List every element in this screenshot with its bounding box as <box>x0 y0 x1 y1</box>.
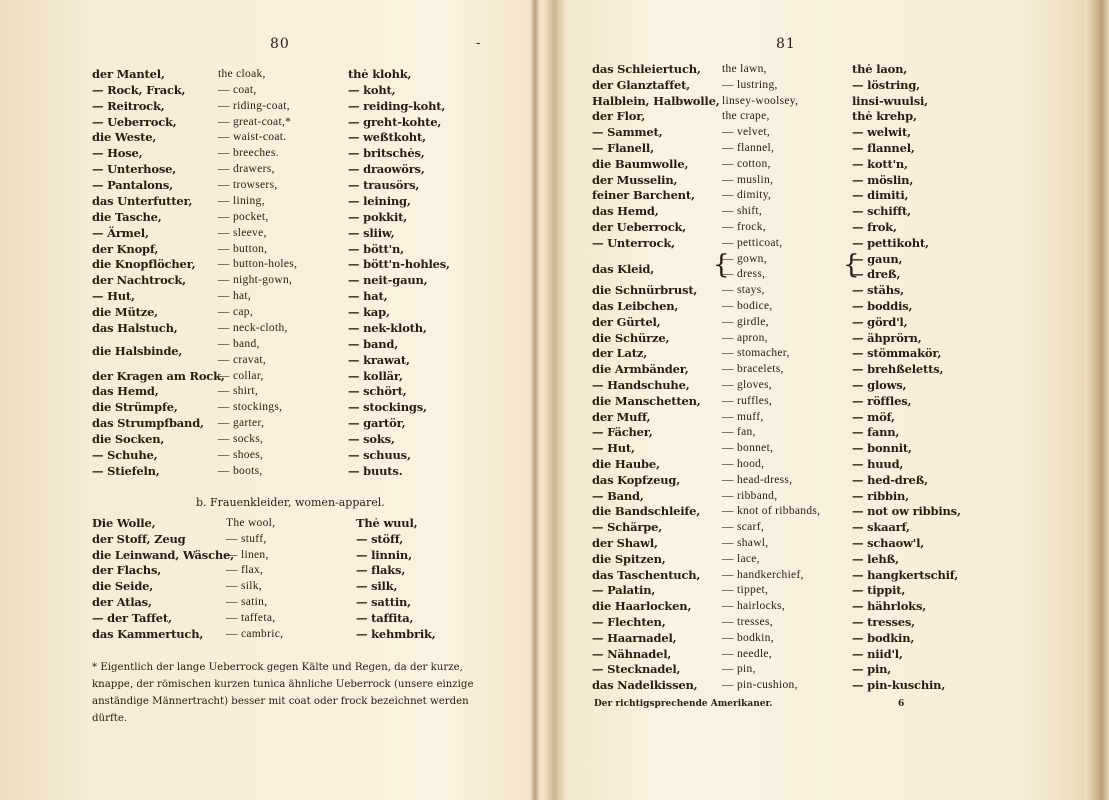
pronunciation: Thė wuul, <box>356 516 418 530</box>
pronunciation: — fann, <box>852 425 900 440</box>
english-term: — pocket, <box>218 210 269 223</box>
german-term: — Nähnadel, <box>592 646 672 661</box>
german-term: — Ueberrock, <box>92 114 177 129</box>
german-term: der Ueberrock, <box>592 220 687 234</box>
pronunciation: — tresses, <box>852 615 915 629</box>
german-term: die Strümpfe, <box>92 400 178 415</box>
english-term: — dimity, <box>722 189 772 202</box>
english-term: — handkerchief, <box>722 568 804 581</box>
english-term: — pin, <box>722 663 756 676</box>
german-term: — Stecknadel, <box>592 662 681 677</box>
pronunciation: — kott'n, <box>852 156 908 171</box>
german-term: die Haarlocken, <box>592 599 692 614</box>
pronunciation: — boddis, <box>852 299 913 313</box>
english-term: — drawers, <box>218 163 275 176</box>
pronunciation: — ähprörn, <box>852 330 922 345</box>
brace-right: { <box>843 250 860 280</box>
pronunciation: — nek-kloth, <box>348 320 427 335</box>
english-term: — gown, <box>722 252 767 265</box>
pronunciation: — taffita, <box>356 610 414 625</box>
german-term: — Haarnadel, <box>592 630 677 645</box>
pronunciation: — bodkin, <box>852 630 915 645</box>
pronunciation: — silk, <box>356 579 398 594</box>
german-term: Halblein, Halbwolle, <box>592 93 720 108</box>
german-term: das Schleiertuch, <box>592 62 701 76</box>
english-term: — dress, <box>722 268 766 281</box>
pronunciation: — greht-kohte, <box>348 114 442 129</box>
german-term: das Hemd, <box>592 204 659 219</box>
pronunciation: — weßtkoht, <box>348 130 426 145</box>
english-term: — ribband, <box>722 489 778 502</box>
english-term: — ruffles, <box>722 394 773 407</box>
english-term: — collar, <box>218 369 264 382</box>
english-term: — neck-cloth, <box>218 321 288 334</box>
english-term: — shawl, <box>722 537 769 549</box>
german-term: — Palatin, <box>592 583 656 598</box>
pronunciation: — draowörs, <box>348 162 425 177</box>
left-page-number: 80 <box>270 36 290 52</box>
german-term: der Nachtrock, <box>92 273 186 288</box>
german-term: — Hut, <box>92 289 135 304</box>
english-term: — satin, <box>226 596 268 608</box>
english-term: — gloves, <box>722 379 772 391</box>
german-term: das Nadelkissen, <box>592 678 698 693</box>
english-term: — lining, <box>218 194 265 207</box>
german-term: — Reitrock, <box>92 98 165 113</box>
pronunciation: thė laon, <box>852 62 908 76</box>
english-term: — bonnet, <box>722 442 774 455</box>
pronunciation: — sliiw, <box>348 225 395 240</box>
english-term: — tresses, <box>722 616 773 628</box>
english-term: — coat, <box>218 83 257 96</box>
pronunciation: — kehmbrik, <box>356 626 436 641</box>
pronunciation: — koht, <box>348 82 396 97</box>
section-b-heading: b. Frauenkleider, women-apparel. <box>196 496 385 509</box>
english-term: — knot of ribbands, <box>722 505 821 518</box>
german-term: der Stoff, Zeug <box>92 531 186 546</box>
pronunciation: — tippit, <box>852 583 906 598</box>
german-term: der Knopf, <box>92 241 159 256</box>
english-term: — cambric, <box>226 627 284 640</box>
german-term: das Hemd, <box>92 384 159 399</box>
pronunciation: — bonnit, <box>852 441 912 456</box>
english-term: — socks, <box>218 433 264 445</box>
german-term: Die Wolle, <box>92 516 156 530</box>
pronunciation: — linnin, <box>356 547 412 562</box>
english-term: — riding-coat, <box>218 99 290 112</box>
pronunciation: — brehßeletts, <box>852 362 944 377</box>
english-term: — bodice, <box>722 300 773 312</box>
german-term: der Flachs, <box>92 563 162 578</box>
english-term: — shirt, <box>218 385 259 398</box>
german-term: feiner Barchent, <box>592 188 695 203</box>
pronunciation: — huud, <box>852 457 904 471</box>
german-term: die Mütze, <box>92 305 158 320</box>
german-term: der Muff, <box>592 409 651 424</box>
english-term: — muslin, <box>722 173 774 186</box>
english-term: — cotton, <box>722 157 771 170</box>
pronunciation: — gartör, <box>348 416 406 431</box>
pronunciation: — bött'n-hohles, <box>348 257 450 272</box>
german-term: die Schürze, <box>592 330 670 345</box>
german-term: der Mantel, <box>92 67 165 81</box>
german-term: die Baumwolle, <box>592 156 689 171</box>
german-term: — Schuhe, <box>92 447 158 462</box>
german-term: die Socken, <box>92 432 165 446</box>
english-term: the cloak, <box>218 68 266 80</box>
english-term: — apron, <box>722 331 768 344</box>
pronunciation: linsi-wuulsi, <box>852 93 928 108</box>
english-term: — taffeta, <box>226 611 276 624</box>
german-term: der Gürtel, <box>592 314 661 329</box>
german-term: — Band, <box>592 488 644 503</box>
german-term: das Leibchen, <box>592 299 679 313</box>
footer-left: Der richtigsprechende Amerikaner. <box>594 699 773 709</box>
german-term: — Pantalons, <box>92 178 173 193</box>
english-term: the lawn, <box>722 63 767 75</box>
english-term: — linen, <box>226 548 269 561</box>
pronunciation: — pin-kuschin, <box>852 678 946 693</box>
german-term: die Manschetten, <box>592 393 701 408</box>
english-term: — head-dress, <box>722 473 793 486</box>
pronunciation: — britschės, <box>348 146 425 161</box>
english-term: the crape, <box>722 110 770 123</box>
pronunciation: — schifft, <box>852 204 911 219</box>
english-term: — scarf, <box>722 521 764 534</box>
pronunciation: — görd'l, <box>852 314 908 329</box>
pronunciation: — stömmakör, <box>852 346 942 361</box>
right-page-edge <box>1085 0 1109 800</box>
german-term: — der Taffet, <box>92 610 172 625</box>
english-term: — hat, <box>218 290 252 303</box>
german-term: der Atlas, <box>92 595 152 609</box>
pronunciation: — kollär, <box>348 368 403 383</box>
pronunciation: — stockings, <box>348 400 427 415</box>
pronunciation: — schaow'l, <box>852 536 925 550</box>
german-term: das Halstuch, <box>92 320 178 335</box>
pronunciation: — sattin, <box>356 595 411 609</box>
pronunciation: — lehß, <box>852 551 899 566</box>
pronunciation: — stähs, <box>852 283 904 298</box>
german-term: — Flechten, <box>592 615 666 629</box>
german-term: — Hut, <box>592 441 635 456</box>
pronunciation: — glows, <box>852 378 907 392</box>
pronunciation: — soks, <box>348 432 395 446</box>
pronunciation: thė krehp, <box>852 109 917 124</box>
german-term: — Fächer, <box>592 425 653 440</box>
english-term: — stuff, <box>226 532 267 545</box>
english-term: — trowsers, <box>218 179 278 192</box>
pronunciation: — ribbin, <box>852 488 909 503</box>
pronunciation: — stöff, <box>356 531 404 546</box>
pronunciation: — dimiti, <box>852 188 909 203</box>
german-term: die Bandschleife, <box>592 504 701 519</box>
german-term: — Unterrock, <box>592 235 675 250</box>
pronunciation: — pettikoht, <box>852 235 929 250</box>
pronunciation: — möf, <box>852 409 895 424</box>
german-term: der Kragen am Rock, <box>92 368 225 383</box>
english-term: — lace, <box>722 552 760 565</box>
german-term: die Spitzen, <box>592 551 666 566</box>
kleid-label: das Kleid, <box>592 262 655 276</box>
german-term: der Shawl, <box>592 536 658 550</box>
english-term: — hairlocks, <box>722 600 786 613</box>
english-term: — girdle, <box>722 315 769 328</box>
german-term: das Kopfzeug, <box>592 472 681 487</box>
pronunciation: — niid'l, <box>852 646 903 661</box>
german-term: — Handschuhe, <box>592 378 690 392</box>
english-term: — waist-coat. <box>218 131 287 144</box>
english-term: — fan, <box>722 426 756 439</box>
german-term: das Strumpfband, <box>92 416 204 431</box>
english-term: — shift, <box>722 205 763 218</box>
german-term: — Flanell, <box>592 141 654 155</box>
english-term: linsey-woolsey, <box>722 94 799 107</box>
halsbinde-label: die Halsbinde, <box>92 344 183 358</box>
english-term: — boots, <box>218 464 263 477</box>
pronunciation: — schört, <box>348 384 407 399</box>
english-term: — lustring, <box>722 78 778 91</box>
pronunciation: thė klohk, <box>348 67 412 81</box>
english-term: — needle, <box>722 647 772 660</box>
pronunciation: — hat, <box>348 289 388 304</box>
pronunciation: — löstring, <box>852 77 920 92</box>
english-term: — button, <box>218 242 268 255</box>
pronunciation: — kap, <box>348 305 390 320</box>
pronunciation: — flannel, <box>852 141 915 155</box>
german-term: — Stiefeln, <box>92 463 160 478</box>
english-term: — cravat, <box>218 353 267 366</box>
german-term: das Taschentuch, <box>592 567 701 582</box>
english-term: — button-holes, <box>218 258 298 271</box>
english-term: The wool, <box>226 517 276 529</box>
pronunciation: — band, <box>348 336 399 351</box>
english-term: — stomacher, <box>722 347 790 360</box>
pronunciation: — dreß, <box>852 267 901 282</box>
german-term: der Glanztaffet, <box>592 77 691 92</box>
pronunciation: — möslin, <box>852 172 914 187</box>
pronunciation: — leining, <box>348 193 411 208</box>
brace-left: { <box>713 250 730 280</box>
pronunciation: — skaarf, <box>852 520 910 535</box>
english-term: — night-gown, <box>218 274 293 287</box>
left-top-mark: - <box>476 36 481 51</box>
german-term: — Unterhose, <box>92 162 177 177</box>
pronunciation: — hangkertschif, <box>852 567 959 582</box>
english-term: — garter, <box>218 417 265 430</box>
pronunciation: — hährloks, <box>852 599 927 614</box>
pronunciation: — bött'n, <box>348 241 404 256</box>
english-term: — muff, <box>722 410 764 423</box>
german-term: das Unterfutter, <box>92 193 193 208</box>
book-gutter <box>530 0 540 800</box>
pronunciation: — krawat, <box>348 352 410 367</box>
pronunciation: — not ow ribbins, <box>852 504 961 519</box>
english-term: — bodkin, <box>722 631 774 644</box>
right-page <box>540 0 1085 800</box>
english-term: — flax, <box>226 564 264 577</box>
english-term: — frock, <box>722 221 766 233</box>
left-page <box>0 0 530 800</box>
german-term: — Rock, Frack, <box>92 82 186 97</box>
german-term: die Leinwand, Wäsche, <box>92 547 234 562</box>
pronunciation: — welwit, <box>852 125 911 140</box>
english-term: — pin-cushion, <box>722 679 798 692</box>
german-term: — Sammet, <box>592 125 663 140</box>
german-term: die Haube, <box>592 457 660 471</box>
pronunciation: — hed-dreß, <box>852 472 928 487</box>
footer-right: 6 <box>898 699 905 709</box>
pronunciation: — schuus, <box>348 447 411 462</box>
english-term: — petticoat, <box>722 236 783 249</box>
right-page-number: 81 <box>776 36 796 52</box>
german-term: die Armbänder, <box>592 362 689 377</box>
english-term: — stockings, <box>218 401 283 414</box>
footnote: * Eigentlich der lange Ueberrock gegen Kälte und Regen, da der kurze, knappe, der römischen kurzen tunica ähnliche Ueberrock (unsere einzige anständige Männertracht) besser mit coat oder frock bezeichnet werden dürfte. <box>92 662 474 724</box>
german-term: — Hose, <box>92 146 143 161</box>
pronunciation: — reiding-koht, <box>348 98 446 113</box>
english-term: — bracelets, <box>722 363 784 376</box>
english-term: — cap, <box>218 306 254 319</box>
pronunciation: — neit-gaun, <box>348 273 428 288</box>
english-term: — sleeve, <box>218 226 267 239</box>
pronunciation: — buuts. <box>348 463 403 478</box>
pronunciation: — trausörs, <box>348 178 420 193</box>
pronunciation: — röffles, <box>852 393 912 408</box>
english-term: — hood, <box>722 458 765 470</box>
german-term: die Knopflöcher, <box>92 257 196 272</box>
pronunciation: — gaun, <box>852 251 903 266</box>
german-term: die Weste, <box>92 130 157 145</box>
english-term: — tippet, <box>722 584 769 597</box>
english-term: — breeches. <box>218 147 279 160</box>
pronunciation: — pokkit, <box>348 209 408 224</box>
german-term: der Latz, <box>592 346 648 361</box>
german-term: das Kammertuch, <box>92 626 204 641</box>
english-term: — flannel, <box>722 142 775 154</box>
pronunciation: — pin, <box>852 662 892 677</box>
german-term: die Seide, <box>92 579 154 594</box>
english-term: — great-coat,* <box>218 115 292 128</box>
pronunciation: — flaks, <box>356 563 406 578</box>
german-term: — Ärmel, <box>92 225 149 240</box>
pronunciation: — frok, <box>852 220 897 234</box>
german-term: — Schärpe, <box>592 520 663 535</box>
german-term: der Flor, <box>592 109 646 124</box>
german-term: die Tasche, <box>92 209 162 224</box>
english-term: — velvet, <box>722 126 771 139</box>
english-term: — shoes, <box>218 448 264 461</box>
english-term: — silk, <box>226 580 262 593</box>
german-term: die Schnürbrust, <box>592 283 698 298</box>
german-term: der Musselin, <box>592 172 678 187</box>
english-term: — band, <box>218 337 260 350</box>
english-term: — stays, <box>722 284 765 297</box>
